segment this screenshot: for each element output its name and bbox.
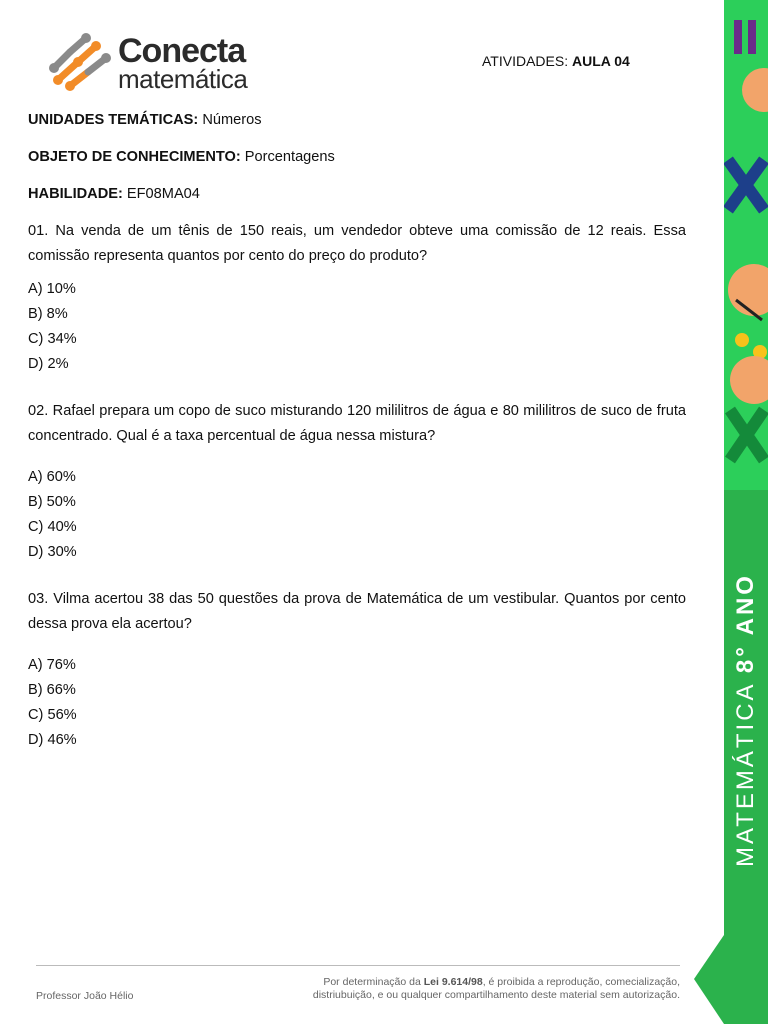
logo-dots-icon [44, 28, 114, 94]
option-3a: A) 76% [28, 657, 76, 673]
notice-pre: Por determinação da [323, 976, 424, 988]
option-1a: A) 10% [28, 281, 76, 297]
objeto-label: OBJETO DE CONHECIMENTO: [28, 149, 241, 165]
option-3d: D) 46% [28, 732, 77, 748]
unidades-value: Números [198, 112, 262, 128]
lesson-number: AULA 04 [571, 53, 630, 69]
sidebar-subject: MATEMÁTICA [732, 673, 759, 867]
notice-law: Lei 9.614/98 [423, 976, 483, 988]
unidades-line [28, 108, 686, 133]
footer-copyright-notice [250, 976, 680, 1002]
logo-subtitle: matemática [118, 64, 248, 94]
objeto-line [28, 145, 686, 170]
option-1c: C) 34% [28, 331, 77, 347]
notice-post: , é proibida a reprodução, comecialização, [482, 976, 680, 988]
subject-sidebar [724, 0, 768, 1024]
sidebar-grade: 8° ANO [732, 573, 759, 674]
footer-divider [36, 965, 680, 966]
notice-line2: distriubuição, e ou qualquer compartilhamento deste material sem autorização. [312, 989, 680, 1001]
objeto-value: Porcentagens [240, 149, 335, 165]
sidebar-subject-grade [732, 573, 760, 867]
logo-title: Conecta [118, 32, 246, 70]
corner-tab [694, 935, 768, 1024]
option-2b: B) 50% [28, 494, 76, 510]
question-3-text: 03. Vilma acertou 38 das 50 questões da prova de Matemática de um vestibular. Quantos por cento dessa prova ela acertou? [28, 591, 686, 632]
activity-header [482, 53, 630, 69]
habilidade-line [28, 182, 686, 207]
question-2-options [28, 465, 686, 565]
worksheet-content [28, 108, 686, 753]
habilidade-label: HABILIDADE: [28, 186, 123, 202]
unidades-label: UNIDADES TEMÁTICAS: [28, 112, 199, 128]
question-1-text: 01. Na venda de um tênis de 150 reais, um vendedor obteve uma comissão de 12 reais. Essa comissão representa quantos por cento do preço do produto? [28, 223, 686, 264]
question-1-options [28, 277, 686, 377]
option-2c: C) 40% [28, 519, 77, 535]
question-2-text: 02. Rafael prepara um copo de suco misturando 120 mililitros de água e 80 mililitros de suco de fruta concentrado. Qual é a taxa percentual de água nessa mistura? [28, 403, 686, 444]
option-2d: D) 30% [28, 544, 77, 560]
option-2a: A) 60% [28, 469, 76, 485]
option-3c: C) 56% [28, 707, 77, 723]
question-3-options [28, 653, 686, 753]
option-1b: B) 8% [28, 306, 68, 322]
footer-author: Professor João Hélio [36, 990, 134, 1002]
conecta-logo [44, 28, 274, 98]
option-1d: D) 2% [28, 356, 69, 372]
activity-prefix: ATIVIDADES: [482, 53, 572, 69]
habilidade-value: EF08MA04 [122, 186, 200, 202]
option-3b: B) 66% [28, 682, 76, 698]
sidebar-art [724, 0, 768, 1024]
